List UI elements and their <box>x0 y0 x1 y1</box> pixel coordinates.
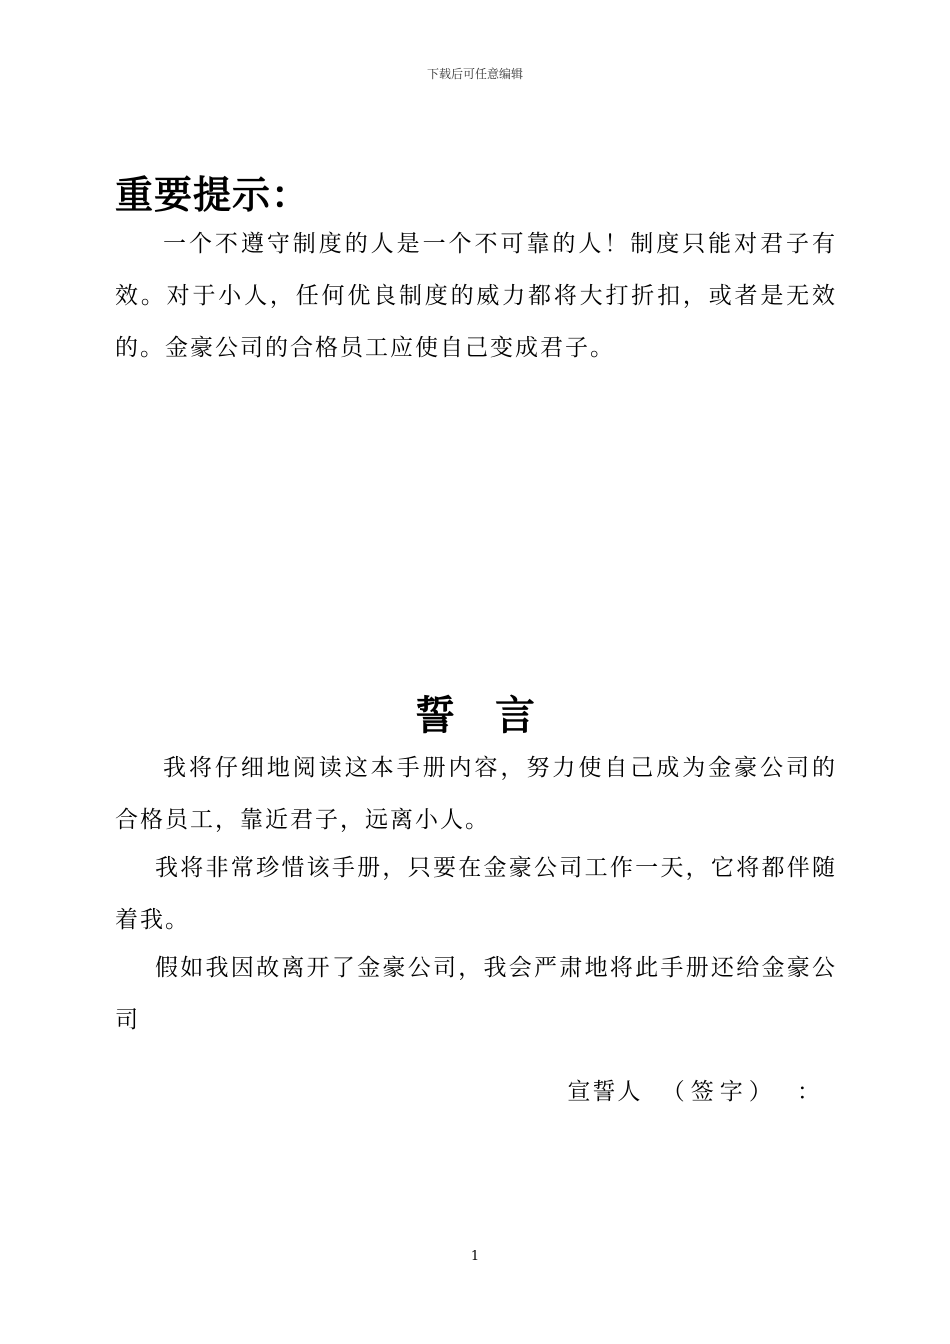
signature-line <box>567 1066 822 1118</box>
signature-label: 宣誓人 <box>567 1079 643 1105</box>
oath-paragraph-2: 我将非常珍惜该手册，只要在金豪公司工作一天，它将都伴随着我。 <box>115 855 837 933</box>
signature-colon: ： <box>797 1079 822 1105</box>
oath-title: 誓言 <box>415 693 575 739</box>
notice-body: 一个不遵守制度的人是一个不可靠的人！制度只能对君子有效。对于小人，任何优良制度的威力都将大打折扣，或者是无效的。金豪公司的合格员工应使自己变成君子。 <box>115 231 837 361</box>
oath-paragraph-1: 我将仔细地阅读这本手册内容，努力使自己成为金豪公司的合格员工，靠近君子，远离小人。 <box>115 755 837 833</box>
oath-paragraph-3: 假如我因故离开了金豪公司，我会严肃地将此手册还给金豪公司 <box>115 955 837 1033</box>
page-number: 1 <box>470 1249 480 1264</box>
notice-heading: 重要提示： <box>115 173 311 217</box>
header-note: 下载后可任意编辑 <box>426 67 523 81</box>
signature-note: （签字） <box>661 1079 778 1105</box>
